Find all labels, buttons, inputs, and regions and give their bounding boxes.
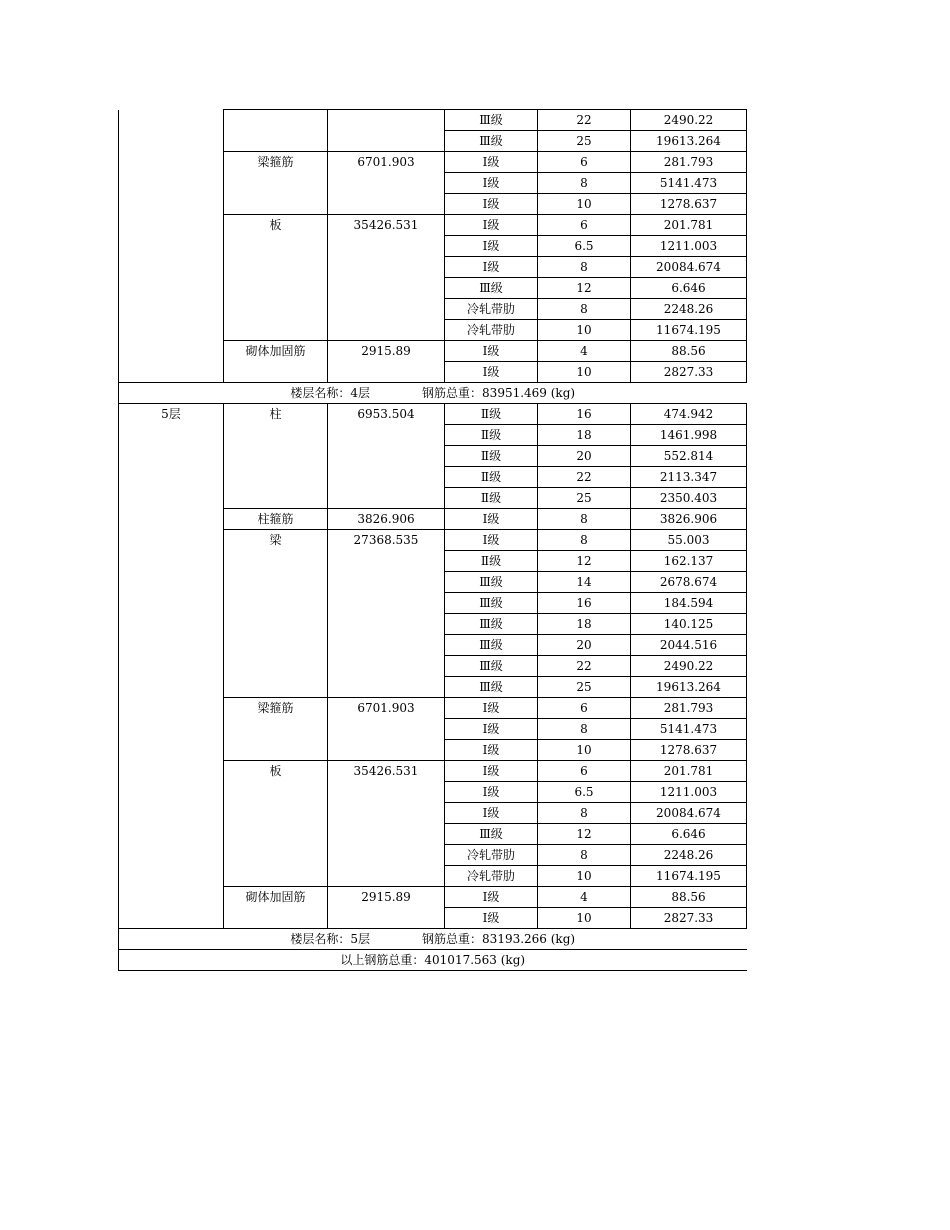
weight-cell: 2113.347 xyxy=(631,467,747,488)
grade-cell: Ⅰ级 xyxy=(445,803,538,824)
diameter-cell: 25 xyxy=(538,677,631,698)
weight-cell: 2827.33 xyxy=(631,362,747,383)
floor-summary-weight: 钢筋总重：83951.469 (kg) xyxy=(422,386,576,400)
weight-cell: 19613.264 xyxy=(631,677,747,698)
grade-cell: Ⅰ级 xyxy=(445,509,538,530)
grade-cell: Ⅲ级 xyxy=(445,614,538,635)
diameter-cell: 14 xyxy=(538,572,631,593)
component-name-cell: 柱箍筋 xyxy=(224,509,328,530)
weight-cell: 2350.403 xyxy=(631,488,747,509)
diameter-cell: 16 xyxy=(538,593,631,614)
grade-cell: Ⅰ级 xyxy=(445,782,538,803)
diameter-cell: 8 xyxy=(538,509,631,530)
grade-cell: Ⅰ级 xyxy=(445,362,538,383)
component-total-cell: 6701.903 xyxy=(328,698,445,761)
diameter-cell: 18 xyxy=(538,614,631,635)
weight-cell: 20084.674 xyxy=(631,803,747,824)
grade-cell: Ⅰ级 xyxy=(445,530,538,551)
grade-cell: Ⅰ级 xyxy=(445,887,538,908)
diameter-cell: 8 xyxy=(538,173,631,194)
floor-summary-row xyxy=(119,929,747,950)
diameter-cell: 6 xyxy=(538,698,631,719)
diameter-cell: 8 xyxy=(538,257,631,278)
diameter-cell: 22 xyxy=(538,467,631,488)
grade-cell: Ⅰ级 xyxy=(445,341,538,362)
grade-cell: Ⅰ级 xyxy=(445,152,538,173)
grade-cell: Ⅲ级 xyxy=(445,593,538,614)
component-name-cell xyxy=(224,110,328,152)
weight-cell: 11674.195 xyxy=(631,320,747,341)
component-name-cell: 砌体加固筋 xyxy=(224,887,328,929)
grade-cell: 冷轧带肋 xyxy=(445,320,538,341)
weight-cell: 88.56 xyxy=(631,887,747,908)
component-total-cell: 6953.504 xyxy=(328,404,445,509)
grade-cell: Ⅲ级 xyxy=(445,278,538,299)
diameter-cell: 6.5 xyxy=(538,236,631,257)
diameter-cell: 8 xyxy=(538,803,631,824)
diameter-cell: 20 xyxy=(538,446,631,467)
weight-cell: 2678.674 xyxy=(631,572,747,593)
weight-cell: 3826.906 xyxy=(631,509,747,530)
weight-cell: 19613.264 xyxy=(631,131,747,152)
component-name-cell: 梁 xyxy=(224,530,328,698)
rebar-table-body xyxy=(119,110,747,971)
diameter-cell: 20 xyxy=(538,635,631,656)
grade-cell: Ⅱ级 xyxy=(445,467,538,488)
weight-cell: 1211.003 xyxy=(631,236,747,257)
grade-cell: 冷轧带肋 xyxy=(445,845,538,866)
weight-cell: 2490.22 xyxy=(631,656,747,677)
component-total-cell: 35426.531 xyxy=(328,215,445,341)
weight-cell: 11674.195 xyxy=(631,866,747,887)
component-total-cell: 2915.89 xyxy=(328,341,445,383)
grade-cell: Ⅱ级 xyxy=(445,488,538,509)
table-row xyxy=(119,110,747,131)
grade-cell: Ⅰ级 xyxy=(445,257,538,278)
floor-summary-name: 楼层名称：5层 xyxy=(290,932,371,946)
weight-cell: 140.125 xyxy=(631,614,747,635)
floor-summary-cell xyxy=(119,929,747,950)
floor-summary-name: 楼层名称：4层 xyxy=(290,386,371,400)
component-total-cell: 2915.89 xyxy=(328,887,445,929)
diameter-cell: 4 xyxy=(538,341,631,362)
diameter-cell: 8 xyxy=(538,719,631,740)
diameter-cell: 6.5 xyxy=(538,782,631,803)
grade-cell: Ⅱ级 xyxy=(445,551,538,572)
component-name-cell: 板 xyxy=(224,215,328,341)
grade-cell: Ⅰ级 xyxy=(445,719,538,740)
weight-cell: 20084.674 xyxy=(631,257,747,278)
grade-cell: Ⅲ级 xyxy=(445,110,538,131)
weight-cell: 281.793 xyxy=(631,152,747,173)
weight-cell: 5141.473 xyxy=(631,173,747,194)
weight-cell: 2490.22 xyxy=(631,110,747,131)
grade-cell: Ⅱ级 xyxy=(445,425,538,446)
grade-cell: Ⅰ级 xyxy=(445,761,538,782)
weight-cell: 201.781 xyxy=(631,215,747,236)
grade-cell: Ⅱ级 xyxy=(445,404,538,425)
grade-cell: Ⅲ级 xyxy=(445,656,538,677)
diameter-cell: 6 xyxy=(538,152,631,173)
diameter-cell: 25 xyxy=(538,488,631,509)
component-name-cell: 柱 xyxy=(224,404,328,509)
grade-cell: Ⅰ级 xyxy=(445,908,538,929)
weight-cell: 552.814 xyxy=(631,446,747,467)
weight-cell: 88.56 xyxy=(631,341,747,362)
diameter-cell: 10 xyxy=(538,740,631,761)
table-row xyxy=(119,404,747,425)
weight-cell: 2248.26 xyxy=(631,299,747,320)
component-total-cell: 27368.535 xyxy=(328,530,445,698)
weight-cell: 2248.26 xyxy=(631,845,747,866)
grand-total-cell: 以上钢筋总重：401017.563 (kg) xyxy=(119,950,747,971)
component-name-cell: 梁箍筋 xyxy=(224,152,328,215)
diameter-cell: 10 xyxy=(538,908,631,929)
diameter-cell: 6 xyxy=(538,215,631,236)
component-total-cell: 6701.903 xyxy=(328,152,445,215)
diameter-cell: 10 xyxy=(538,320,631,341)
weight-cell: 6.646 xyxy=(631,824,747,845)
weight-cell: 2827.33 xyxy=(631,908,747,929)
weight-cell: 1278.637 xyxy=(631,740,747,761)
grade-cell: Ⅰ级 xyxy=(445,215,538,236)
grade-cell: Ⅰ级 xyxy=(445,194,538,215)
diameter-cell: 25 xyxy=(538,131,631,152)
diameter-cell: 22 xyxy=(538,110,631,131)
floor-label-cell: 5层 xyxy=(119,404,224,929)
floor-summary-row xyxy=(119,383,747,404)
floor-summary-cell xyxy=(119,383,747,404)
grade-cell: Ⅱ级 xyxy=(445,446,538,467)
weight-cell: 281.793 xyxy=(631,698,747,719)
weight-cell: 6.646 xyxy=(631,278,747,299)
weight-cell: 55.003 xyxy=(631,530,747,551)
weight-cell: 1278.637 xyxy=(631,194,747,215)
weight-cell: 184.594 xyxy=(631,593,747,614)
diameter-cell: 16 xyxy=(538,404,631,425)
rebar-summary-table xyxy=(118,109,747,971)
grade-cell: Ⅲ级 xyxy=(445,572,538,593)
grade-cell: Ⅲ级 xyxy=(445,635,538,656)
component-total-cell xyxy=(328,110,445,152)
grade-cell: Ⅰ级 xyxy=(445,698,538,719)
diameter-cell: 8 xyxy=(538,530,631,551)
grade-cell: Ⅰ级 xyxy=(445,236,538,257)
diameter-cell: 12 xyxy=(538,278,631,299)
diameter-cell: 22 xyxy=(538,656,631,677)
grade-cell: Ⅲ级 xyxy=(445,131,538,152)
diameter-cell: 10 xyxy=(538,194,631,215)
grade-cell: Ⅲ级 xyxy=(445,677,538,698)
grade-cell: Ⅲ级 xyxy=(445,824,538,845)
diameter-cell: 8 xyxy=(538,299,631,320)
grade-cell: Ⅰ级 xyxy=(445,740,538,761)
weight-cell: 5141.473 xyxy=(631,719,747,740)
diameter-cell: 8 xyxy=(538,845,631,866)
diameter-cell: 10 xyxy=(538,362,631,383)
weight-cell: 2044.516 xyxy=(631,635,747,656)
component-total-cell: 35426.531 xyxy=(328,761,445,887)
floor-summary-weight: 钢筋总重：83193.266 (kg) xyxy=(422,932,576,946)
weight-cell: 1461.998 xyxy=(631,425,747,446)
diameter-cell: 12 xyxy=(538,551,631,572)
component-total-cell: 3826.906 xyxy=(328,509,445,530)
diameter-cell: 12 xyxy=(538,824,631,845)
diameter-cell: 6 xyxy=(538,761,631,782)
grade-cell: 冷轧带肋 xyxy=(445,299,538,320)
weight-cell: 162.137 xyxy=(631,551,747,572)
diameter-cell: 4 xyxy=(538,887,631,908)
grand-total-row xyxy=(119,950,747,971)
weight-cell: 474.942 xyxy=(631,404,747,425)
grade-cell: Ⅰ级 xyxy=(445,173,538,194)
floor-label-cell xyxy=(119,110,224,383)
grade-cell: 冷轧带肋 xyxy=(445,866,538,887)
weight-cell: 1211.003 xyxy=(631,782,747,803)
component-name-cell: 砌体加固筋 xyxy=(224,341,328,383)
diameter-cell: 10 xyxy=(538,866,631,887)
diameter-cell: 18 xyxy=(538,425,631,446)
weight-cell: 201.781 xyxy=(631,761,747,782)
component-name-cell: 梁箍筋 xyxy=(224,698,328,761)
component-name-cell: 板 xyxy=(224,761,328,887)
